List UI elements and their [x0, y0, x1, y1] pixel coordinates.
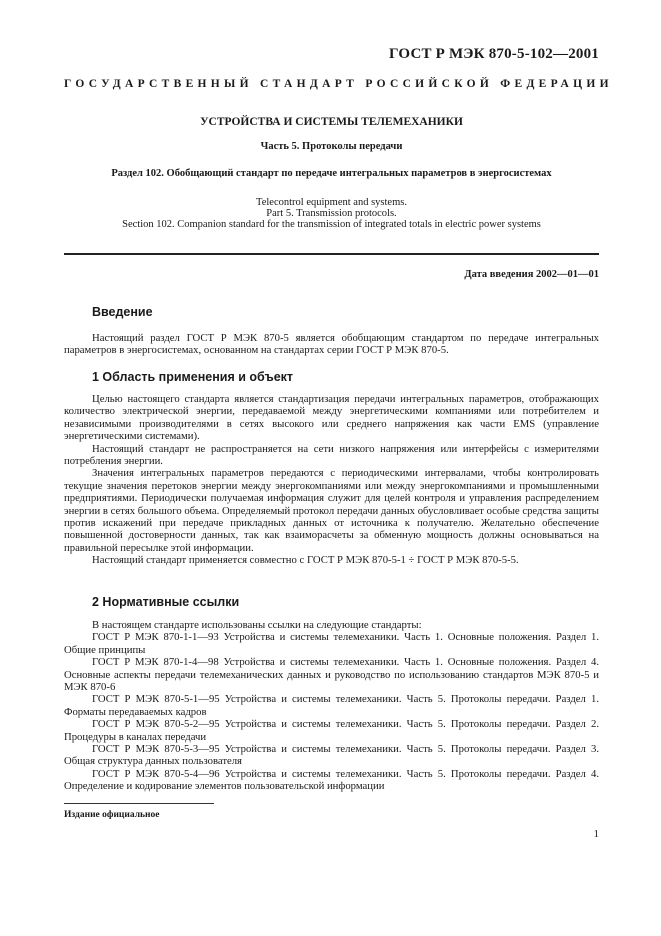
- english-title-line-2: Part 5. Transmission protocols.: [266, 208, 397, 219]
- footer-divider: [64, 803, 214, 804]
- section-2-heading: 2 Нормативные ссылки: [92, 595, 240, 609]
- english-title-line-1: Telecontrol equipment and systems.: [256, 197, 407, 208]
- section-1-heading: 1 Область применения и объект: [92, 370, 294, 384]
- page-number: 1: [593, 828, 599, 840]
- document-title: УСТРОЙСТВА И СИСТЕМЫ ТЕЛЕМЕХАНИКИ: [200, 116, 463, 128]
- document-part: Часть 5. Протоколы передачи: [260, 141, 403, 152]
- reference-item: ГОСТ Р МЭК 870-5-4—96 Устройства и системы телемеханики. Часть 5. Протоколы передачи. Раздел 4. Определение и кодирование элементов пользовательской информации: [64, 767, 599, 793]
- document-code: ГОСТ Р МЭК 870-5-102—2001: [389, 46, 599, 62]
- reference-item: ГОСТ Р МЭК 870-5-1—95 Устройства и системы телемеханики. Часть 5. Протоколы передачи. Раздел 1. Форматы передаваемых кадров: [64, 693, 599, 718]
- section-1-text: [64, 393, 599, 567]
- header-divider: [64, 253, 599, 255]
- english-title-line-3: Section 102. Companion standard for the transmission of integrated totals in electric power systems: [122, 219, 541, 230]
- paragraph: Настоящий раздел ГОСТ Р МЭК 870-5 является обобщающим стандартом по передаче интегральных параметров в энергосистемах, основанном на стандартах серии ГОСТ Р МЭК 870-5.: [64, 332, 599, 357]
- introduction-text: [64, 332, 599, 357]
- introduction-heading: Введение: [92, 305, 153, 319]
- reference-item: ГОСТ Р МЭК 870-1-4—98 Устройства и системы телемеханики. Часть 1. Основные положения. Раздел 4. Основные аспекты передачи телемеханических данных и руководство по использованию стандартов МЭК 870-5 и МЭК 870-6: [64, 656, 599, 694]
- publication-note: Издание официальное: [64, 810, 160, 820]
- reference-item: ГОСТ Р МЭК 870-5-2—95 Устройства и системы телемеханики. Часть 5. Протоколы передачи. Раздел 2. Процедуры в каналах передачи: [64, 718, 599, 743]
- paragraph: В настоящем стандарте использованы ссылки на следующие стандарты:: [92, 619, 422, 631]
- paragraph: Целью настоящего стандарта является стандартизация передачи интегральных параметров, отображающих количество электрической энергии, передаваемой между энергетическими компаниями или потребителем и независимыми производителями в сетях высокого или среднего напряжения как части EMS (управление энергетическими системами).: [64, 393, 599, 443]
- reference-item: ГОСТ Р МЭК 870-1-1—93 Устройства и системы телемеханики. Часть 1. Основные положения. Раздел 1. Общие принципы: [64, 631, 599, 656]
- paragraph: Настоящий стандарт не распространяется на сети низкого напряжения или интерфейсы с измерителями потребления энергии.: [64, 442, 599, 468]
- paragraph: Настоящий стандарт применяется совместно с ГОСТ Р МЭК 870-5-1 ÷ ГОСТ Р МЭК 870-5-5.: [92, 554, 519, 567]
- paragraph: Значения интегральных параметров передаются с периодическими интервалами, чтобы контролировать текущие значения перетоков энергии между энергокомпаниями или между энергокомпаниями и промышленными предприятиями. Периодически получаемая информация служит для целей контроля и управления распределением энергии в сетях большого объема. Определяемый протокол передачи данных обусловливает особые средства защиты против искажений при передаче прикладных данных от источника к получателю. Желательно обеспечение повышенной достоверности данных, так как взаиморасчеты за обменную мощность должны основываться на правильной пересылке этой информации.: [64, 467, 599, 554]
- document-section: Раздел 102. Обобщающий стандарт по передаче интегральных параметров в энергосистемах: [111, 168, 552, 179]
- introduction-date: Дата введения 2002—01—01: [464, 269, 599, 280]
- state-standard-banner: ГОСУДАРСТВЕННЫЙ СТАНДАРТ РОССИЙСКОЙ ФЕДЕРАЦИИ: [64, 78, 613, 90]
- section-2-text: [64, 619, 599, 793]
- reference-item: ГОСТ Р МЭК 870-5-3—95 Устройства и системы телемеханики. Часть 5. Протоколы передачи. Раздел 3. Общая структура данных пользователя: [64, 743, 599, 768]
